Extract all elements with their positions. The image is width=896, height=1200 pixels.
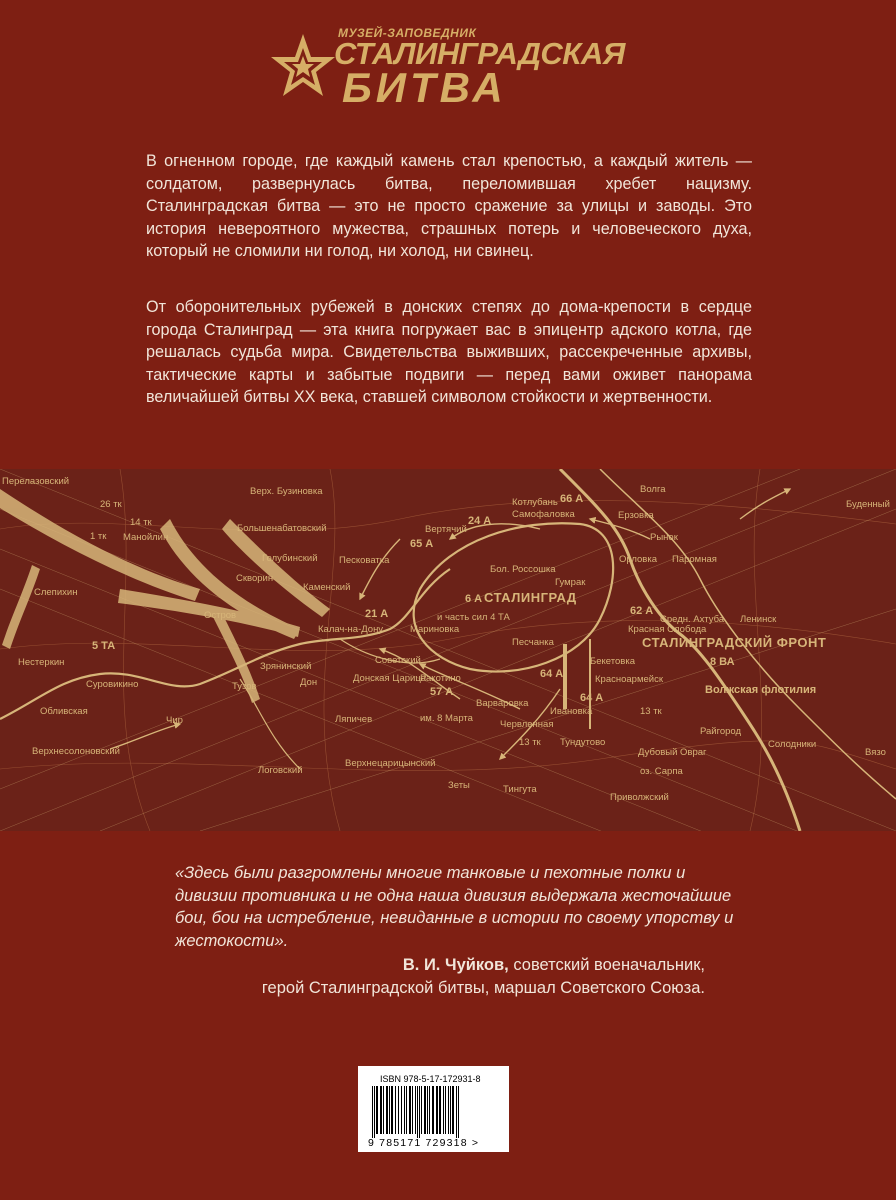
- description-paragraph-2: От оборонительных рубежей в донских степях до дома-крепости в сердце города Сталинград — эта книга погружает вас в эпицентр адского котла, где решалась судьба мира. Свидетельства выживших, рассекреченные архивы, тактические карты и забытые подвиги — перед вами оживет панорама величайшей битвы ХХ века, ставшей символом стойкости и жертвенности.: [146, 298, 752, 407]
- map-label-place: Советский: [375, 655, 421, 666]
- map-label-river: Донская Царица: [353, 673, 427, 684]
- barcode-bar: [458, 1086, 459, 1138]
- map-label-place: Красноармейск: [595, 674, 663, 685]
- isbn-barcode: [358, 1066, 509, 1152]
- map-label-place: Каменский: [303, 582, 351, 593]
- map-label-place: Ивановка: [550, 706, 593, 717]
- map-label-place: Ерзовка: [618, 510, 654, 521]
- map-label-place: Паромная: [672, 554, 717, 565]
- barcode-bar: [380, 1086, 382, 1134]
- map-label-place: Калач-на-Дону: [318, 624, 384, 635]
- map-label-place: Логовский: [258, 765, 303, 776]
- logo-title-line1: СТАЛИНГРАДСКАЯ: [334, 36, 625, 71]
- barcode-bar: [386, 1086, 388, 1134]
- quote-author-role-1: советский военачальник,: [513, 956, 705, 974]
- barcode-bar: [376, 1086, 378, 1134]
- map-label-place: Скворин: [236, 573, 274, 584]
- barcode-bar: [395, 1086, 396, 1134]
- barcode-bar: [439, 1086, 441, 1134]
- map-label-place: Райгород: [700, 726, 742, 737]
- map-label-place: Гумрак: [555, 577, 586, 588]
- chuikov-quote: «Здесь были разгромлены многие танковые и пехотные полки и дивизии противника и не одна наша дивизия выдержала жесточайшие бои, бои на истребление, невиданные в истории по своему упорству и жестокости».: [175, 864, 734, 950]
- barcode-bar: [443, 1086, 444, 1134]
- map-label-place: Тундутово: [560, 737, 606, 748]
- map-label-place: Орловка: [619, 554, 657, 565]
- barcode-bar: [389, 1086, 390, 1134]
- map-label-place: Слепихин: [34, 587, 78, 598]
- map-label-place: Дубовый Овраг: [638, 747, 707, 758]
- map-label-place: Средн. Ахтуба: [660, 614, 725, 625]
- map-label-place: Котлубань: [512, 497, 558, 508]
- map-label-place: Бол. Россошка: [490, 564, 556, 575]
- map-label-unit: 66 А: [560, 493, 584, 505]
- map-label-place: Бекетовка: [590, 656, 635, 667]
- map-label-unit: 21 А: [365, 608, 389, 620]
- map-label-place: Песчанка: [512, 637, 554, 648]
- map-label-place: Песковатка: [339, 555, 390, 566]
- map-label-place: Верхнесолоновский: [32, 746, 120, 757]
- map-label-place: Обливская: [40, 706, 88, 717]
- map-label-front: СТАЛИНГРАДСКИЙ ФРОНТ: [642, 635, 827, 650]
- barcode-bar: [419, 1086, 420, 1138]
- map-label-unit: 13 тк: [519, 737, 541, 748]
- map-label-unit: 5 ТА: [92, 640, 116, 652]
- barcode-icon: [372, 1086, 495, 1138]
- map-label-place: Самофаловка: [512, 509, 575, 520]
- logo-title-line2: БИТВА: [342, 64, 507, 111]
- quote-author: В. И. Чуйков,: [402, 956, 509, 974]
- map-label-unit: 14 тк: [130, 517, 152, 528]
- barcode-bar: [383, 1086, 384, 1134]
- barcode-bar: [417, 1086, 418, 1138]
- map-label-unit: 8 ВА: [710, 656, 735, 668]
- map-label-place: им. 8 Марта: [420, 713, 473, 724]
- barcode-bar: [401, 1086, 402, 1134]
- map-label-flotilla: Волжская флотилия: [705, 684, 817, 696]
- barcode-digits: 9 785171 729318 >: [368, 1137, 480, 1149]
- map-label-place: Ленинск: [740, 614, 777, 625]
- barcode-bar: [432, 1086, 434, 1134]
- barcode-bar: [409, 1086, 411, 1134]
- map-label-city: СТАЛИНГРАД: [484, 590, 577, 605]
- barcode-bar: [445, 1086, 446, 1134]
- barcode-bar: [424, 1086, 426, 1134]
- map-label-place: Верх. Бузиновка: [250, 486, 323, 497]
- barcode-bar: [398, 1086, 399, 1134]
- battle-map: [0, 469, 896, 831]
- barcode-bar: [427, 1086, 428, 1134]
- map-label-place: Большенабатовский: [237, 523, 327, 534]
- map-label-place: Буденный: [846, 499, 890, 510]
- barcode-bar: [421, 1086, 422, 1134]
- map-label-place: Мариновка: [410, 624, 460, 635]
- map-label-unit: 57 А: [430, 686, 454, 698]
- map-label-place: Солодники: [768, 739, 817, 750]
- map-label-place: Рынок: [650, 532, 678, 543]
- map-label-place: Ляпичев: [335, 714, 373, 725]
- map-label-place: Перелазовский: [2, 476, 70, 487]
- map-label-unit: 13 тк: [640, 706, 662, 717]
- barcode-bar: [374, 1086, 375, 1138]
- map-label-place: Тингута: [503, 784, 537, 795]
- logo-museum-text: МУЗЕЙ-ЗАПОВЕДНИК: [338, 26, 477, 40]
- map-label-place: Вертячий: [425, 524, 467, 535]
- map-label-place: Зеты: [448, 780, 470, 791]
- barcode-bar: [404, 1086, 405, 1134]
- map-label-place: Варваровка: [476, 698, 529, 709]
- map-label-place: Верхнецарицынский: [345, 758, 436, 769]
- map-label-unit: 24 А: [468, 515, 492, 527]
- barcode-bar: [448, 1086, 449, 1134]
- map-label-place: Вязо: [865, 747, 886, 758]
- map-label-place: Суровикино: [86, 679, 139, 690]
- barcode-bar: [391, 1086, 393, 1134]
- map-label-place: Ракотино: [420, 673, 461, 684]
- description-paragraph-1: В огненном городе, где каждый камень стал крепостью, а каждый житель — солдатом, развернулась битва, переломившая хребет нацизму. Сталинградская битва — это не просто сражение за улицы и заводы. Это история невероятного мужества, страшных потерь и человеческого духа, который не сломили ни голод, ни холод, ни свинец.: [146, 152, 752, 261]
- map-label-river: Волга: [640, 484, 666, 495]
- barcode-bar: [406, 1086, 407, 1134]
- map-label-place: Зрянинский: [260, 661, 312, 672]
- map-label-place: Голубинский: [262, 553, 318, 564]
- star-icon: [270, 32, 336, 100]
- map-label-river: Дон: [300, 677, 318, 688]
- map-label-place: оз. Сарпа: [640, 766, 683, 777]
- quote-author-role-2: герой Сталинградской битвы, маршал Советского Союза.: [261, 979, 705, 997]
- isbn-label: ISBN 978-5-17-172931-8: [380, 1074, 481, 1084]
- map-label-place: Остров: [204, 610, 237, 621]
- map-label-place: Нестеркин: [18, 657, 65, 668]
- barcode-bar: [456, 1086, 457, 1138]
- map-label-place: Червленная: [500, 719, 554, 730]
- map-label-unit: 6 А: [465, 593, 483, 605]
- map-label-unit: 62 А: [630, 605, 654, 617]
- barcode-bar: [372, 1086, 373, 1138]
- map-label-place: Красная Слобода: [628, 624, 707, 635]
- map-label-unit: и часть сил 4 ТА: [437, 612, 510, 623]
- map-label-unit: 26 тк: [100, 499, 122, 510]
- map-label-unit: 64 А: [540, 668, 564, 680]
- map-label-river: Чир: [166, 715, 183, 726]
- map-label-place: Манойлин: [123, 532, 169, 543]
- barcode-bar: [412, 1086, 413, 1134]
- map-label-unit: 65 А: [410, 538, 434, 550]
- barcode-bar: [429, 1086, 430, 1134]
- map-label-unit: 1 тк: [90, 531, 107, 542]
- barcode-bar: [415, 1086, 416, 1134]
- map-label-place: Приволжский: [610, 792, 669, 803]
- map-label-place: Тузов: [232, 681, 257, 692]
- quote-attribution: [105, 954, 705, 1000]
- museum-logo: [270, 22, 625, 112]
- barcode-bar: [452, 1086, 454, 1134]
- map-label-unit: 64 А: [580, 692, 604, 704]
- barcode-bar: [436, 1086, 438, 1134]
- barcode-bar: [450, 1086, 451, 1134]
